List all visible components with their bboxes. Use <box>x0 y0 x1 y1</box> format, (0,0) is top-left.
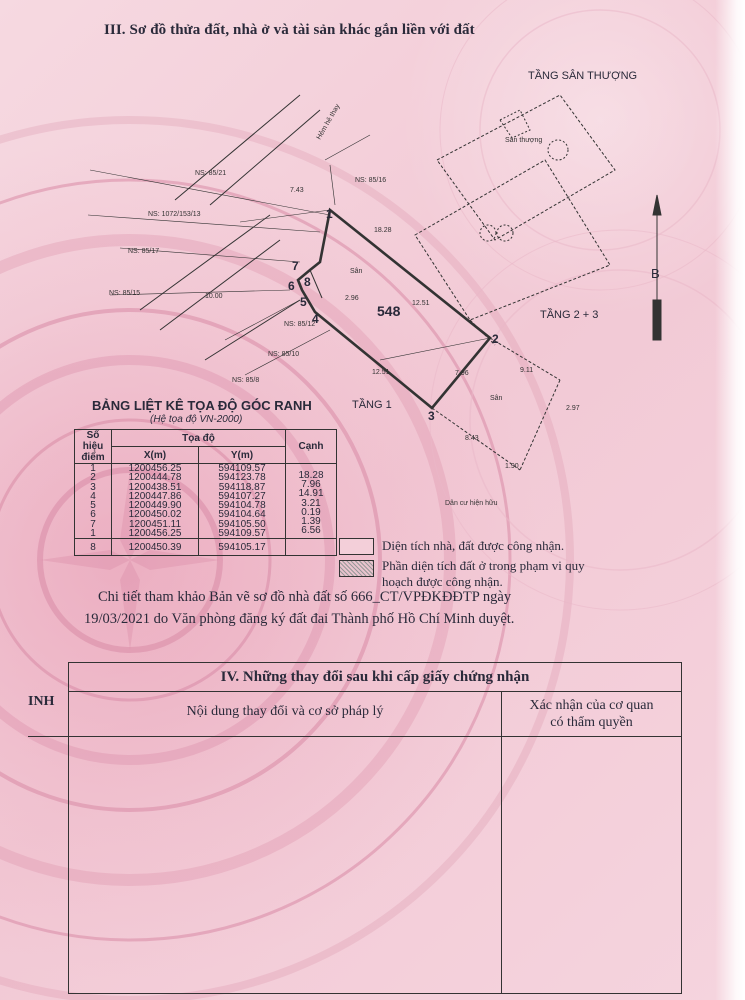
corner-label: 8 <box>304 275 311 289</box>
dim-label: 9.11 <box>520 367 534 374</box>
edge-column: 18.28 7.96 14.91 3.21 0.19 1.39 6.56 <box>286 464 337 539</box>
dim-label: 2.96 <box>345 295 359 302</box>
header-coord: Tọa độ <box>112 430 286 447</box>
legend-land-swatch <box>339 560 374 577</box>
side-label: INH <box>28 694 55 709</box>
legend-land-text-2: hoạch được công nhận. <box>382 574 503 589</box>
parcel-number: 548 <box>377 303 401 319</box>
point-column: 1 2 3 4 5 6 7 1 <box>75 464 112 539</box>
yard-label: Sân <box>350 268 363 275</box>
header-edge: Cạnh <box>286 430 337 464</box>
neighbor-label: NS: 85/15 <box>109 290 141 297</box>
header-divider <box>69 736 681 737</box>
neighbor-label: NS: 85/16 <box>355 177 387 184</box>
neighbor-label: NS: 85/17 <box>128 248 160 255</box>
dim-label: 2.97 <box>566 405 580 412</box>
authority-header-line-2: có thẩm quyền <box>550 715 633 730</box>
dim-label: 8.43 <box>465 435 479 442</box>
floor-label-rooftop: TẦNG SÂN THƯỢNG <box>528 70 638 82</box>
header-point: Số hiệu điểm <box>75 430 112 464</box>
section-4-title: IV. Những thay đổi sau khi cấp giấy chứng nhận <box>69 663 681 692</box>
corner-label: 6 <box>288 279 295 293</box>
y-column: 594109.57 594123.78 594118.87 594107.27 594104.78 594104.64 594105.50 594109.57 <box>199 464 286 539</box>
table-row-extra-y: 594105.17 <box>199 539 286 556</box>
dim-label: 18.28 <box>374 227 392 234</box>
dim-label: 1.90 <box>505 463 519 470</box>
legend-land-text-1: Phần diện tích đất ở trong phạm vi quy <box>382 558 585 573</box>
corner-label: 4 <box>312 312 319 326</box>
table-row-extra-pt: 8 <box>75 539 112 556</box>
neighbor-label: NS: 85/10 <box>268 351 300 358</box>
reference-note <box>84 586 618 630</box>
reference-note-line-1: Chi tiết tham khảo Bản vẽ sơ đồ nhà đất số 666_CT/VPĐKĐĐTP ngày <box>98 589 512 605</box>
floor-label-1: TẦNG 1 <box>352 399 392 411</box>
table-row-extra-x: 1200450.39 <box>112 539 199 556</box>
dim-label: 7.96 <box>455 370 469 377</box>
header-y: Y(m) <box>199 447 286 464</box>
header-x: X(m) <box>112 447 199 464</box>
north-label: B <box>651 266 660 281</box>
floor-label-2-3: TẦNG 2 + 3 <box>540 309 599 321</box>
changes-content-header: Nội dung thay đổi và cơ sở pháp lý <box>186 704 384 719</box>
coordinate-table-title: BẢNG LIỆT KÊ TỌA ĐỘ GÓC RANH <box>92 398 312 413</box>
corner-label: 2 <box>492 332 499 346</box>
alley-label: Hẻm hẻ thay <box>315 103 342 141</box>
corner-label: 7 <box>292 259 299 273</box>
side-rule <box>28 736 68 737</box>
changes-table <box>68 662 682 994</box>
dim-label: 12.51 <box>412 300 430 307</box>
dim-label: 10.00 <box>205 293 223 300</box>
changes-content-column <box>69 692 502 993</box>
corner-label: 5 <box>300 295 307 309</box>
corner-label: 1 <box>326 207 333 221</box>
neighbor-label: NS: 85/8 <box>232 377 260 384</box>
coordinate-table <box>74 429 337 556</box>
legend-house-swatch <box>339 538 374 555</box>
neighbor-label: NS: 85/12 <box>284 321 316 328</box>
corner-label: 3 <box>428 409 435 423</box>
coordinate-table-subtitle: (Hệ tọa độ VN-2000) <box>150 414 243 425</box>
yard-label: Sân <box>490 395 503 402</box>
neighbor-label: NS: 85/21 <box>195 170 227 177</box>
legend-house-text: Diện tích nhà, đất được công nhận. <box>382 538 565 553</box>
rooftop-yard-label: Sân thượng <box>505 137 543 144</box>
authority-header-line-1: Xác nhận của cơ quan <box>529 698 654 713</box>
dim-label: 12.51 <box>372 369 390 376</box>
area-label: Dân cư hiện hữu <box>445 500 498 507</box>
dim-label: 7.43 <box>290 187 304 194</box>
neighbor-label: NS: 1072/153/13 <box>148 211 201 218</box>
authority-header <box>502 692 681 731</box>
table-row-extra-edge <box>286 539 337 556</box>
x-column: 1200456.25 1200444.78 1200438.51 1200447.86 1200449.90 1200450.02 1200451.11 1200456.25 <box>112 464 199 539</box>
reference-note-line-2: 19/03/2021 do Văn phòng đăng ký đất đai Thành phố Hồ Chí Minh duyệt. <box>84 611 515 627</box>
section-3-title: III. Sơ đồ thửa đất, nhà ở và tài sản khác gắn liền với đất <box>104 22 475 38</box>
